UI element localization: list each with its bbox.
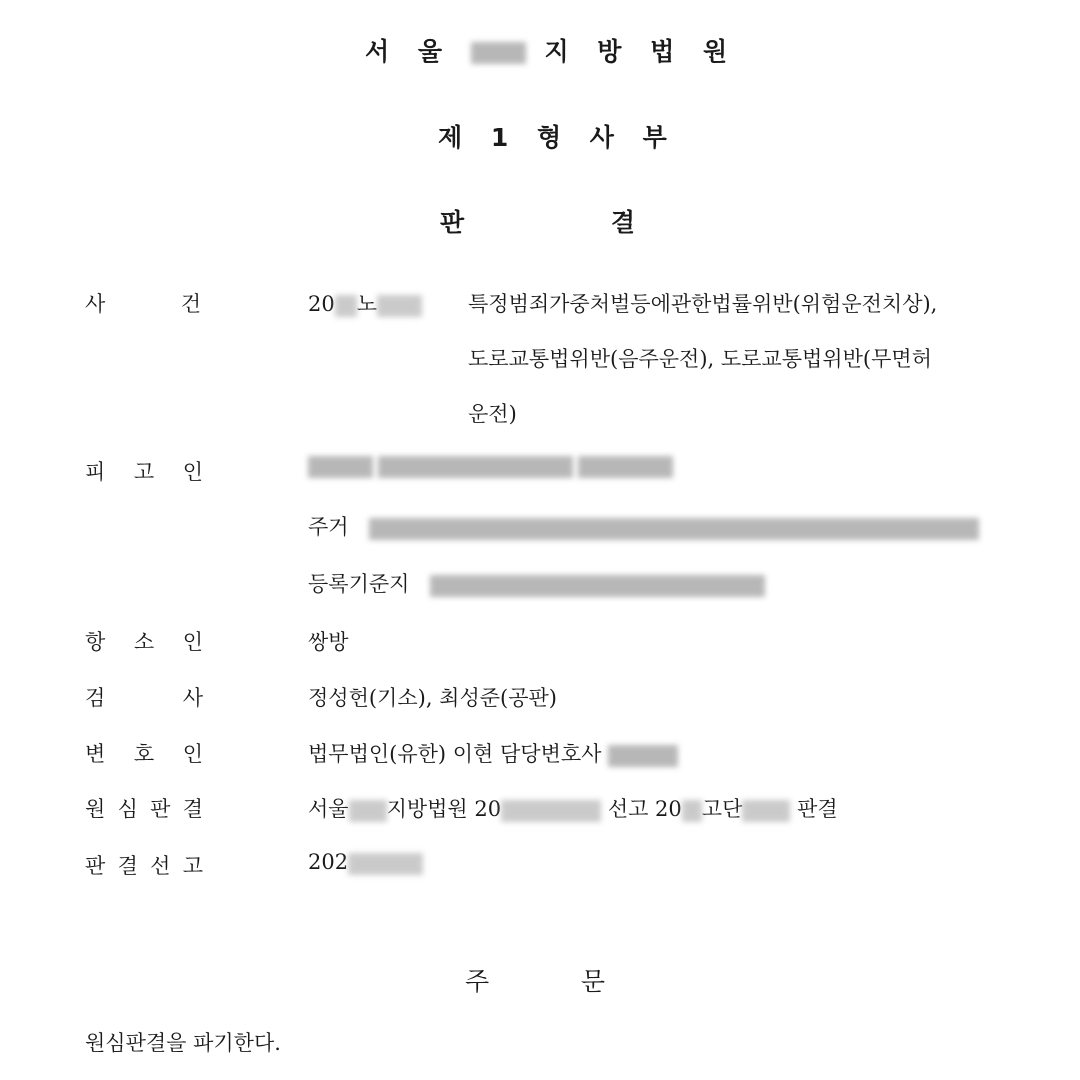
case-number: 20 노 bbox=[308, 288, 422, 318]
label-counsel: 변 호 인 bbox=[85, 742, 203, 766]
label-case: 사 건 bbox=[85, 292, 201, 316]
sentencing-value: 202 bbox=[308, 850, 423, 875]
redacted bbox=[471, 42, 526, 64]
prosecutor-value: 정성헌(기소), 최성준(공판) bbox=[308, 686, 557, 710]
label-sentencing: 판 결 선 고 bbox=[85, 854, 203, 878]
appellant-value: 쌍방 bbox=[308, 630, 349, 654]
case-name-line: 도로교통법위반(음주운전), 도로교통법위반(무면허 bbox=[468, 347, 932, 371]
original-judgment-value: 서울 지방법원 20 선고 20 고단 판결 bbox=[308, 797, 838, 821]
case-name-line: 특정범죄가중처벌등에관한법률위반(위험운전치상), bbox=[468, 292, 938, 316]
label-defendant: 피 고 인 bbox=[85, 460, 203, 484]
case-name-line: 운전) bbox=[468, 402, 517, 426]
division: 제 1 형 사 부 bbox=[438, 123, 677, 152]
label-prosecutor: 검 사 bbox=[85, 686, 203, 710]
ruling-heading: 주 문 bbox=[465, 967, 605, 996]
document-title: 판 결 bbox=[440, 208, 635, 237]
residence: 주거 bbox=[308, 511, 979, 541]
registry: 등록기준지 bbox=[308, 568, 765, 598]
counsel-value: 법무법인(유한) 이현 담당변호사 bbox=[308, 738, 678, 768]
label-appellant: 항 소 인 bbox=[85, 630, 203, 654]
ruling-text: 원심판결을 파기한다. bbox=[85, 1031, 281, 1055]
court-name: 서 울 지 방 법 원 bbox=[365, 37, 738, 66]
defendant-name-redacted bbox=[308, 456, 673, 478]
label-original-judgment: 원 심 판 결 bbox=[85, 797, 203, 821]
